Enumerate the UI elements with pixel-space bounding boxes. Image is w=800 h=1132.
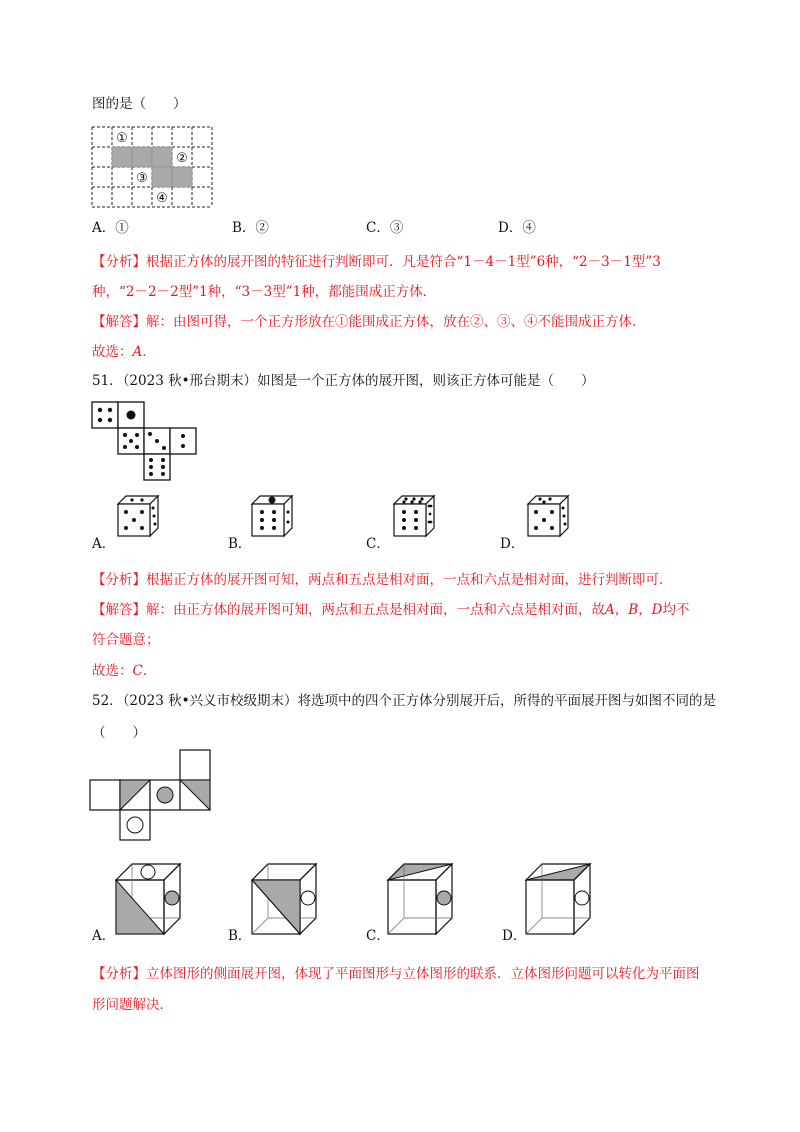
q50-option-d: D．④: [498, 220, 536, 236]
q52-analysis-line1: 【分析】立体图形的侧面展开图，体现了平面图形与立体图形的联系．立体图形问题可以转化为平面图: [92, 966, 700, 982]
q52-option-d: D．: [502, 928, 527, 944]
q51-stem: 51．（2023 秋•邢台期末）如图是一个正方体的展开图，则该正方体可能是（ ）: [92, 373, 595, 389]
q52-option-c: C．: [366, 928, 390, 944]
q51-analysis: 【分析】根据正方体的展开图可知，两点和五点是相对面，一点和六点是相对面，进行判断即可．: [92, 572, 673, 588]
q52-stem: 52．（2023 秋•兴义市校级期末）将选项中的四个正方体分别展开后，所得的平面展开图与如图不同的是: [92, 693, 717, 709]
q52-option-a-cube: [114, 862, 184, 938]
q51-option-b: B．: [228, 536, 252, 552]
q52-analysis-line2: 形问题解决．: [92, 997, 173, 1013]
q51-choice: 故选：C．: [92, 663, 157, 679]
q51-option-a: A．: [92, 536, 116, 552]
q51-option-a-cube: [116, 494, 164, 538]
q52-option-d-cube: [524, 862, 594, 938]
q51-dice-net: [90, 400, 200, 482]
q51-option-b-cube: [250, 494, 298, 538]
grid-label-4: ④: [156, 191, 168, 206]
q51-option-d-cube: [526, 494, 574, 538]
grid-label-3: ③: [136, 171, 148, 186]
q52-option-c-cube: [386, 862, 456, 938]
q52-net-figure: [88, 748, 218, 844]
grid-label-1: ①: [116, 131, 128, 146]
grid-label-2: ②: [176, 151, 188, 166]
q50-analysis-line2: 种，“2－2－2型”1种，“3－3型”1种，都能围成正方体．: [92, 284, 437, 300]
q51-option-c: C．: [366, 536, 390, 552]
q52-option-b: B．: [228, 928, 252, 944]
q50-option-c: C．③: [366, 220, 404, 236]
q50-analysis-line1: 【分析】根据正方体的展开图的特征进行判断即可．凡是符合“1－4－1型”6种，“2－3－1型”3: [92, 254, 661, 270]
q50-grid-figure: [90, 125, 216, 211]
q52-option-b-cube: [250, 862, 320, 938]
q50-answer: 【解答】解：由图可得，一个正方形放在①能围成正方体，放在②、③、④不能围成正方体．: [92, 314, 646, 330]
q51-option-c-cube: [392, 494, 440, 538]
q52-option-a: A．: [92, 928, 116, 944]
q51-option-d: D．: [500, 536, 525, 552]
q50-stem-tail: 图的是（ ）: [92, 96, 187, 112]
q51-answer-line1: 【解答】解：由正方体的展开图可知，两点和五点是相对面，一点和六点是相对面，故A，B，D均不: [92, 602, 690, 618]
q50-choice: 故选：A．: [92, 344, 156, 360]
q50-option-a: A．①: [92, 220, 129, 236]
q52-stem-cont: （ ）: [92, 725, 146, 741]
q51-answer-line2: 符合题意；: [92, 632, 160, 648]
q50-option-b: B．②: [232, 220, 269, 236]
